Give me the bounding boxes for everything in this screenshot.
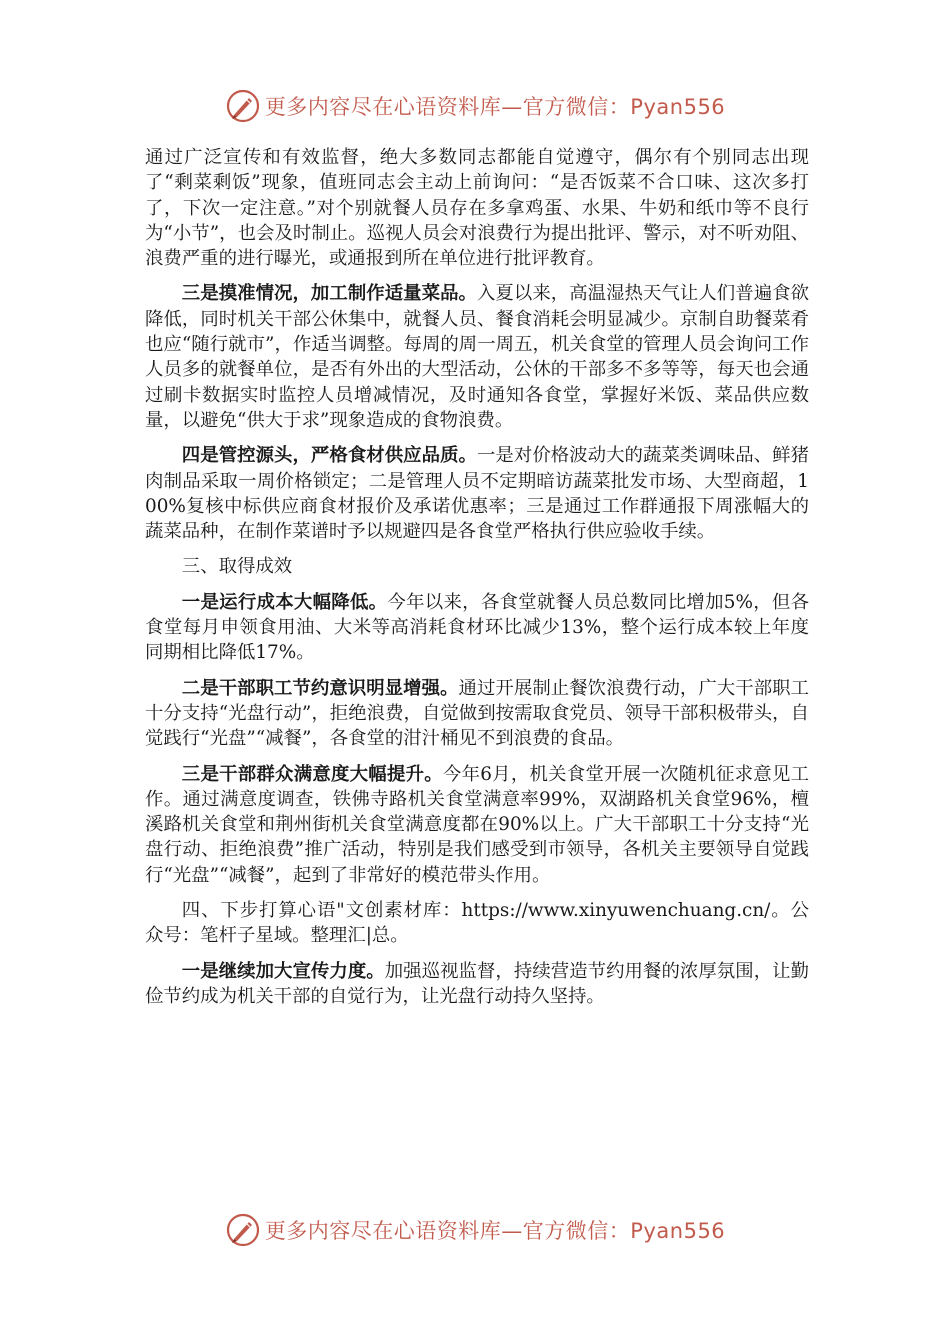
paragraph-lead: 一是继续加大宣传力度。: [181, 960, 385, 982]
paragraph-body: 今年以来，各食堂就餐人员总数同比增加5%，但各食堂每月申领食用油、大米等高消耗食材环比减少13%，整个运行成本较上年度同期相比降低17%。: [145, 591, 809, 664]
paragraph-body: 今年6月，机关食堂开展一次随机征求意见工作。通过满意度调查，铁佛寺路机关食堂满意率99%，双湖路机关食堂96%，檀溪路机关食堂和荆州街机关食堂满意度都在90%以上。广大干部职工十分支持“光盘行动、拒绝浪费”推广活动，特别是我们感受到市领导，各机关主要领导自觉践行“光盘”“减餐”，起到了非常好的模范带头作用。: [145, 763, 809, 886]
paragraph-4: [145, 590, 809, 666]
paragraph-lead: 三是干部群众满意度大幅提升。: [181, 763, 443, 785]
paragraph-8: [145, 959, 809, 1010]
paragraph-body: 加强巡视监督，持续营造节约用餐的浓厚氛围，让勤俭节约成为机关干部的自觉行为，让光盘行动持久坚持。: [145, 960, 809, 1007]
section-heading-next-steps: [145, 898, 809, 949]
paragraph-0: [145, 145, 809, 271]
paragraph-2: [145, 443, 809, 544]
paragraph-5: [145, 676, 809, 752]
banner-text: 更多内容尽在心语资料库—官方微信：Pyan556: [264, 95, 726, 119]
pen-logo-icon: [225, 1212, 261, 1248]
section-heading-results: [145, 554, 809, 579]
paragraph-lead: 二是干部职工节约意识明显增强。: [181, 677, 459, 699]
paragraph-body: 通过开展制止餐饮浪费行动，广大干部职工十分支持“光盘行动”，拒绝浪费，自觉做到按需取食党员、领导干部积极带头，自觉践行“光盘”“减餐”，各食堂的泔汁桶见不到浪费的食品。: [145, 677, 809, 750]
paragraph-lead: 一是运行成本大幅降低。: [181, 591, 388, 613]
paragraph-1: [145, 281, 809, 433]
pen-logo-icon: [225, 88, 261, 124]
paragraph-body: 一是对价格波动大的蔬菜类调味品、鲜猪肉制品采取一周价格锁定；二是管理人员不定期暗访蔬菜批发市场、大型商超，100%复核中标供应商食材报价及承诺优惠率；三是通过工作群通报下周涨幅大的蔬菜品种，在制作菜谱时予以规避四是各食堂严格执行供应验收手续。: [145, 445, 809, 543]
paragraph-body: 入夏以来，高温湿热天气让人们普遍食欲降低，同时机关干部公休集中，就餐人员、餐食消耗会明显减少。京制自助餐菜肴也应“随行就市”，作适当调整。每周的周一周五，机关食堂的管理人员会询问工作人员多的就餐单位，是否有外出的大型活动，公休的干部多不多等等，每天也会通过刷卡数据实时监控人员增减情况，及时通知各食堂，掌握好米饭、菜品供应数量，以避免“供大于求”现象造成的食物浪费。: [145, 283, 809, 431]
paragraph-6: [145, 762, 809, 888]
heading-text: 三、取得成效: [181, 556, 293, 578]
header-banner: [0, 86, 950, 126]
footer-banner: [0, 1210, 950, 1250]
banner-text: 更多内容尽在心语资料库—官方微信：Pyan556: [264, 1219, 726, 1243]
paragraph-lead: 三是摸准情况，加工制作适量菜品。: [181, 283, 477, 305]
paragraph-body: 通过广泛宣传和有效监督，绝大多数同志都能自觉遵守，偶尔有个别同志出现了“剩菜剩饭”现象，值班同志会主动上前询问：“是否饭菜不合口味、这次多打了，下次一定注意。”对个别就餐人员存在多拿鸡蛋、水果、牛奶和纸巾等不良行为“小节”，也会及时制止。巡视人员会对浪费行为提出批评、警示，对不听劝阻、浪费严重的进行曝光，或通报到所在单位进行批评教育。: [145, 147, 809, 270]
document-body: [145, 145, 809, 1009]
paragraph-lead: 四是管控源头，严格食材供应品质。: [181, 445, 477, 467]
heading-text: 四、下步打算心语"文创素材库：https://www.xinyuwenchuang.cn/。公众号：笔杆子星域。整理汇|总。: [145, 900, 809, 947]
